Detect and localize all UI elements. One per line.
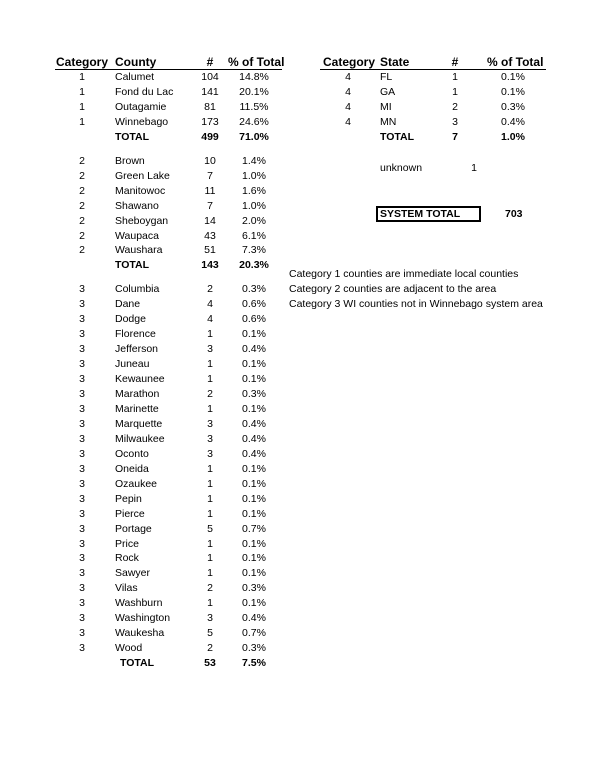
row-percent: 1.0% [242,169,266,182]
note-category-3: Category 3 WI counties not in Winnebago system area [289,298,543,310]
group-total-label: TOTAL [115,130,150,143]
row-county: Calumet [115,71,155,83]
state-row-state: GA [380,86,396,98]
row-percent: 0.4% [242,343,266,356]
state-total-percent: 1.0% [501,130,525,143]
row-percent: 0.4% [242,447,266,460]
row-count: 1 [207,552,213,565]
row-category: 3 [79,492,85,505]
group-total-count: 143 [201,259,219,272]
row-category: 3 [79,537,85,550]
row-count: 1 [207,507,213,520]
row-percent: 0.1% [242,567,266,580]
row-county: Sawyer [115,567,151,580]
row-county: Dane [115,298,141,311]
row-category: 3 [79,358,85,371]
row-category: 3 [79,582,85,595]
row-count: 1 [207,373,213,385]
group-total-count: 53 [204,657,216,670]
row-count: 1 [207,597,213,610]
row-category: 2 [79,214,85,227]
row-count: 10 [204,154,216,167]
row-count: 11 [204,184,216,197]
row-count: 104 [201,71,219,83]
row-count: 3 [207,417,213,430]
system-total-value: 703 [505,208,523,220]
row-category: 3 [79,298,85,311]
row-category: 3 [79,373,85,385]
row-count: 3 [207,447,213,460]
row-count: 1 [207,462,213,475]
row-category: 3 [79,343,85,356]
group-total-label: TOTAL [115,259,150,272]
row-count: 14 [204,214,216,227]
left-header-category: Category [56,55,109,69]
row-category: 2 [79,244,85,257]
right-header-state: State [380,55,410,69]
row-percent: 0.7% [242,627,266,640]
row-category: 3 [79,477,85,490]
row-category: 3 [79,627,85,640]
row-percent: 11.5% [239,100,269,113]
row-category: 1 [79,100,85,113]
row-county: Milwaukee [115,432,165,445]
row-count: 2 [207,283,213,296]
row-count: 2 [207,642,213,655]
row-county: Winnebago [115,115,169,128]
unknown-label: unknown [380,162,423,174]
row-category: 3 [79,462,85,475]
state-row-state: MN [380,115,397,128]
right-header-num: # [451,55,459,69]
row-county: Juneau [115,358,150,371]
row-percent: 14.8% [239,71,269,83]
row-category: 3 [79,402,85,415]
row-category: 3 [79,417,85,430]
row-category: 3 [79,328,85,341]
group-total-label: TOTAL [120,657,155,670]
row-county: Shawano [115,199,159,212]
row-category: 2 [79,154,85,167]
left-header-underline [55,69,282,70]
row-county: Brown [115,154,145,167]
row-county: Columbia [115,283,160,296]
row-category: 3 [79,447,85,460]
row-county: Pierce [115,507,145,520]
row-percent: 1.0% [242,199,266,212]
row-county: Wood [115,642,143,655]
state-total-label: TOTAL [380,130,415,143]
right-header-category: Category [323,55,376,69]
row-county: Ozaukee [115,477,158,490]
state-row-category: 4 [345,86,351,98]
row-county: Outagamie [115,100,167,113]
row-count: 1 [207,492,213,505]
row-percent: 0.1% [242,507,266,520]
row-percent: 0.1% [242,358,266,371]
row-county: Jefferson [115,343,158,356]
row-percent: 0.3% [242,388,266,400]
row-category: 1 [79,71,85,83]
row-count: 1 [207,402,213,415]
row-county: Pepin [115,492,142,505]
row-county: Manitowoc [115,184,166,197]
row-count: 4 [207,313,213,326]
row-county: Kewaunee [115,373,165,385]
row-count: 4 [207,298,213,311]
row-count: 1 [207,477,213,490]
row-count: 141 [201,86,219,98]
system-total-label: SYSTEM TOTAL [380,208,461,220]
state-row-percent: 0.1% [501,71,525,83]
row-count: 1 [207,537,213,550]
state-row-count: 2 [452,100,458,113]
row-percent: 0.1% [242,597,266,610]
group-total-percent: 20.3% [239,259,269,272]
row-percent: 0.1% [242,402,266,415]
row-county: Oconto [115,447,149,460]
row-category: 2 [79,199,85,212]
row-count: 3 [207,612,213,625]
row-county: Waushara [115,244,163,257]
row-percent: 0.6% [242,298,266,311]
row-percent: 0.1% [242,492,266,505]
row-county: Price [115,537,139,550]
state-total-count: 7 [452,130,458,143]
row-count: 5 [207,522,213,535]
row-county: Marquette [115,417,163,430]
row-count: 7 [207,199,213,212]
row-county: Fond du Lac [115,86,174,98]
row-count: 2 [207,582,213,595]
row-category: 3 [79,313,85,326]
group-total-percent: 7.5% [242,657,266,670]
row-count: 1 [207,328,213,341]
row-category: 3 [79,388,85,400]
unknown-count: 1 [471,162,477,174]
row-percent: 0.7% [242,522,266,535]
row-count: 3 [207,343,213,356]
row-percent: 0.4% [242,612,266,625]
left-header-pct: % of Total [228,55,285,69]
left-header-county: County [115,55,157,69]
state-row-count: 3 [452,115,458,128]
row-count: 2 [207,388,213,400]
left-header-num: # [206,55,214,69]
right-header-underline [320,69,546,70]
row-category: 3 [79,597,85,610]
row-county: Florence [115,328,156,341]
group-total-percent: 71.0% [239,130,269,143]
group-total-count: 499 [201,130,219,143]
row-percent: 24.6% [239,115,269,128]
state-row-category: 4 [345,71,351,83]
row-percent: 1.4% [242,154,266,167]
row-count: 51 [204,244,216,257]
row-category: 1 [79,115,85,128]
row-county: Rock [115,552,139,565]
state-row-category: 4 [345,115,351,128]
row-count: 3 [207,432,213,445]
row-county: Waukesha [115,627,165,640]
row-county: Washburn [115,597,163,610]
row-category: 2 [79,229,85,242]
row-count: 173 [201,115,219,128]
row-percent: 0.3% [242,642,266,655]
row-county: Dodge [115,313,146,326]
row-category: 3 [79,283,85,296]
row-percent: 7.3% [242,244,266,257]
state-row-percent: 0.1% [501,86,525,98]
row-county: Waupaca [115,229,159,242]
row-category: 3 [79,507,85,520]
row-county: Portage [115,522,152,535]
state-row-count: 1 [452,71,458,83]
row-county: Oneida [115,462,149,475]
note-category-1: Category 1 counties are immediate local counties [289,268,519,280]
row-category: 3 [79,642,85,655]
row-percent: 0.4% [242,417,266,430]
row-percent: 0.1% [242,328,266,341]
row-county: Green Lake [115,169,170,182]
row-count: 7 [207,169,213,182]
row-county: Marathon [115,388,160,400]
row-percent: 0.3% [242,283,266,296]
row-percent: 0.1% [242,462,266,475]
row-count: 43 [204,229,216,242]
row-category: 1 [79,86,85,98]
row-percent: 0.3% [242,582,266,595]
state-row-percent: 0.4% [501,115,525,128]
row-category: 2 [79,169,85,182]
row-percent: 0.6% [242,313,266,326]
row-category: 3 [79,567,85,580]
state-row-category: 4 [345,100,351,113]
row-county: Marinette [115,402,159,415]
row-percent: 0.1% [242,373,266,385]
row-percent: 0.1% [242,552,266,565]
row-category: 2 [79,184,85,197]
row-percent: 0.1% [242,537,266,550]
note-category-2: Category 2 counties are adjacent to the area [289,283,497,295]
state-row-percent: 0.3% [501,100,525,113]
row-percent: 20.1% [239,86,269,98]
row-count: 1 [207,358,213,371]
row-category: 3 [79,432,85,445]
right-header-pct: % of Total [487,55,544,69]
state-row-count: 1 [452,86,458,98]
row-count: 81 [204,100,216,113]
row-percent: 2.0% [242,214,266,227]
row-county: Washington [115,612,171,625]
row-percent: 6.1% [242,229,266,242]
row-county: Vilas [115,582,138,595]
row-category: 3 [79,612,85,625]
row-count: 1 [207,567,213,580]
row-count: 5 [207,627,213,640]
row-percent: 0.4% [242,432,266,445]
state-row-state: FL [380,71,393,83]
row-county: Sheboygan [115,214,169,227]
row-category: 3 [79,552,85,565]
row-percent: 0.1% [242,477,266,490]
state-row-state: MI [380,100,392,113]
row-category: 3 [79,522,85,535]
row-percent: 1.6% [242,184,266,197]
